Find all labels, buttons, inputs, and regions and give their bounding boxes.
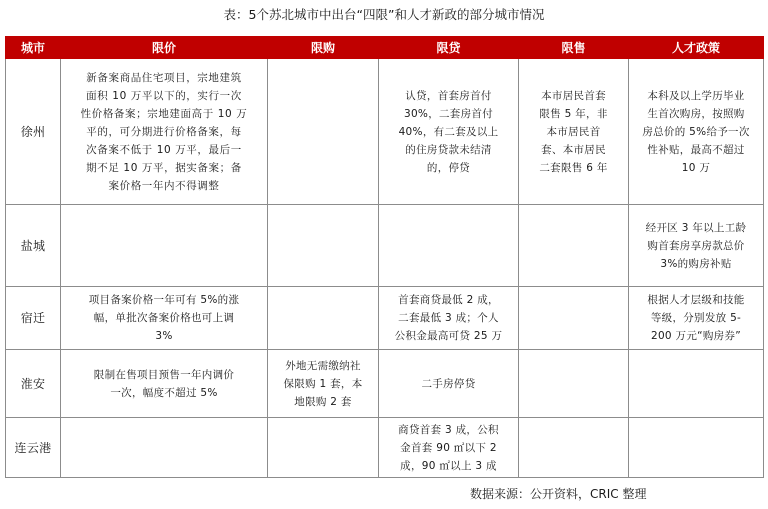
column-header-city: 城市	[6, 37, 61, 59]
purchase-limit-cell	[268, 418, 379, 478]
purchase-limit-cell	[268, 287, 379, 350]
table-row	[6, 59, 764, 205]
price-limit-cell	[61, 418, 268, 478]
talent-policy-cell: 根据人才层级和技能 等级，分别发放 5- 200 万元“购房券”	[629, 287, 764, 350]
sale-limit-cell	[519, 418, 629, 478]
policy-table	[5, 36, 764, 478]
talent-policy-cell: 经开区 3 年以上工龄 购首套房享房款总价 3%的购房补贴	[629, 205, 764, 287]
table-row	[6, 205, 764, 287]
city-cell: 淮安	[6, 350, 61, 418]
price-limit-cell: 项目备案价格一年可有 5%的涨 幅，单批次备案价格也可上调 3%	[61, 287, 268, 350]
city-cell: 徐州	[6, 59, 61, 205]
city-cell: 盐城	[6, 205, 61, 287]
purchase-limit-cell: 外地无需缴纳社 保限购 1 套，本 地限购 2 套	[268, 350, 379, 418]
column-header-sale-limit: 限售	[519, 37, 629, 59]
column-header-price-limit: 限价	[61, 37, 268, 59]
purchase-limit-cell	[268, 59, 379, 205]
talent-policy-cell	[629, 418, 764, 478]
loan-limit-cell	[379, 205, 519, 287]
purchase-limit-cell	[268, 205, 379, 287]
sale-limit-cell	[519, 350, 629, 418]
talent-policy-cell: 本科及以上学历毕业 生首次购房，按照购 房总价的 5%给予一次 性补贴，最高不超过 10 万	[629, 59, 764, 205]
city-cell: 连云港	[6, 418, 61, 478]
column-header-loan-limit: 限贷	[379, 37, 519, 59]
sale-limit-cell	[519, 205, 629, 287]
price-limit-cell: 限制在售项目预售一年内调价 一次，幅度不超过 5%	[61, 350, 268, 418]
price-limit-cell: 新备案商品住宅项目，宗地建筑 面积 10 万平以下的，实行一次 性价格备案；宗地建面高于 10 万 平的，可分期进行价格备案，每 次备案不低于 10 万平，最后一 期不足 10 万平，据实备案；备 案价格一年内不得调整	[61, 59, 268, 205]
price-limit-cell	[61, 205, 268, 287]
city-cell: 宿迁	[6, 287, 61, 350]
sale-limit-cell	[519, 287, 629, 350]
loan-limit-cell: 首套商贷最低 2 成， 二套最低 3 成；个人 公积金最高可贷 25 万	[379, 287, 519, 350]
column-header-purchase-limit: 限购	[268, 37, 379, 59]
table-row	[6, 350, 764, 418]
sale-limit-cell: 本市居民首套 限售 5 年，非 本市居民首 套、本市居民 二套限售 6 年	[519, 59, 629, 205]
loan-limit-cell: 二手房停贷	[379, 350, 519, 418]
talent-policy-cell	[629, 350, 764, 418]
table-row	[6, 287, 764, 350]
table-header-row	[6, 37, 764, 59]
loan-limit-cell: 商贷首套 3 成，公积 金首套 90 ㎡以下 2 成，90 ㎡以上 3 成	[379, 418, 519, 478]
table-row	[6, 418, 764, 478]
loan-limit-cell: 认贷，首套房首付 30%，二套房首付 40%，有二套及以上 的住房贷款未结清 的，停贷	[379, 59, 519, 205]
table-title: 表：5个苏北城市中出台“四限”和人才新政的部分城市情况	[223, 7, 545, 22]
column-header-talent-policy: 人才政策	[629, 37, 764, 59]
data-source-note: 数据来源：公开资料，CRIC 整理	[470, 487, 647, 501]
